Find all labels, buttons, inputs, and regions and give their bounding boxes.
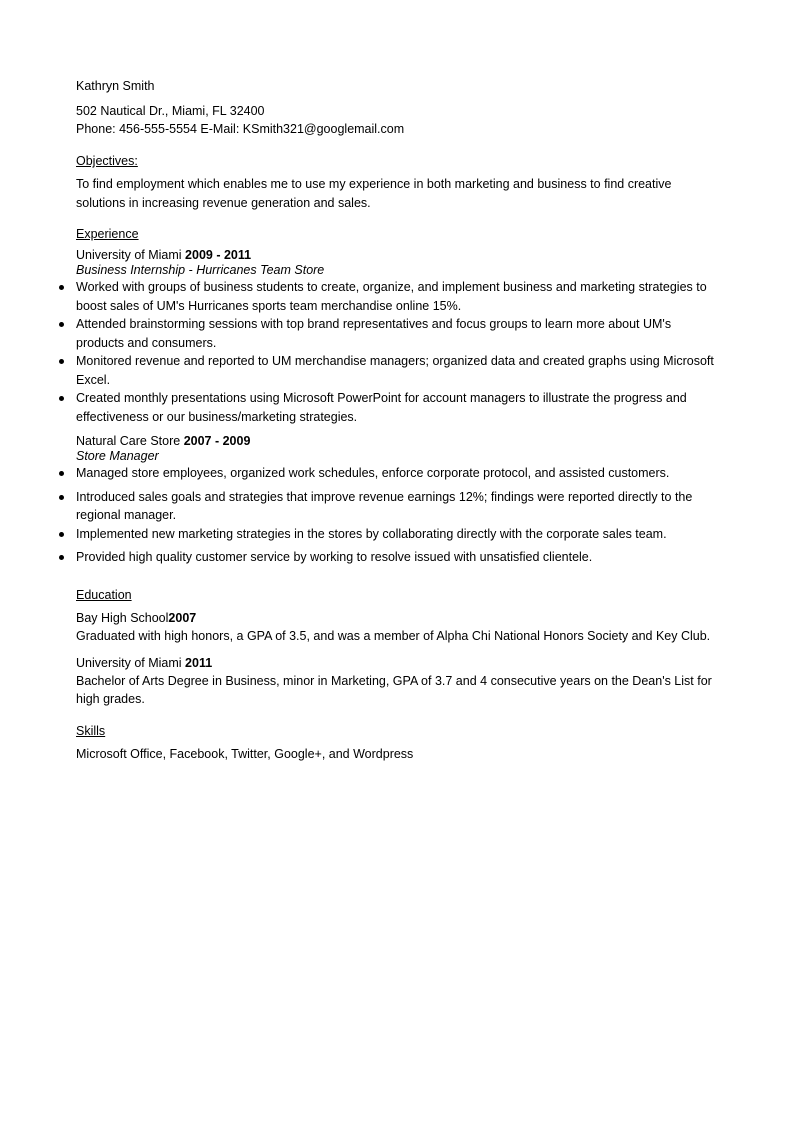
job-bullets xyxy=(76,464,716,567)
graduation-year: 2011 xyxy=(185,655,213,670)
education-detail: Graduated with high honors, a GPA of 3.5, and was a member of Alpha Chi National Honors Society and Key Club. xyxy=(76,628,711,643)
bullet-text: Managed store employees, organized work schedules, enforce corporate protocol, and assisted customers. xyxy=(76,466,670,480)
address: 502 Nautical Dr., Miami, FL 32400 xyxy=(76,104,265,118)
job-dates: 2007 - 2009 xyxy=(183,434,251,448)
job-employer: Natural Care Store xyxy=(76,434,184,448)
bullet-icon xyxy=(59,555,64,560)
job-entry xyxy=(76,248,716,426)
job-title: Business Internship - Hurricanes Team Store xyxy=(76,263,325,277)
list-item xyxy=(76,488,716,525)
skills-heading: Skills xyxy=(76,723,106,738)
graduation-year: 2007 xyxy=(168,610,197,625)
bullet-text: Monitored revenue and reported to UM merchandise managers; organized data and created graphs using Microsoft Excel. xyxy=(76,354,714,387)
objectives-text: To find employment which enables me to use my experience in both marketing and business to find creative solutions in increasing revenue generation and sales. xyxy=(76,177,672,210)
bullet-text: Introduced sales goals and strategies that improve revenue earnings 12%; findings were reported directly to the regional manager. xyxy=(76,489,693,522)
list-item xyxy=(76,278,716,315)
bullet-icon xyxy=(59,322,64,327)
job-dates: 2009 - 2011 xyxy=(185,248,252,262)
skills-text: Microsoft Office, Facebook, Twitter, Google+, and Wordpress xyxy=(76,746,414,761)
education-entry xyxy=(76,609,716,646)
education-school-line xyxy=(76,654,716,672)
job-title: Store Manager xyxy=(76,449,159,463)
school-name: Bay High School xyxy=(76,610,169,625)
education-school-line xyxy=(76,609,716,627)
bullet-icon xyxy=(59,495,64,500)
job-employer-line xyxy=(76,434,716,449)
bullet-icon xyxy=(59,396,64,401)
bullet-icon xyxy=(59,285,64,290)
bullet-icon xyxy=(59,532,64,537)
list-item xyxy=(76,389,716,426)
list-item xyxy=(76,464,716,483)
list-item xyxy=(76,352,716,389)
list-item xyxy=(76,548,716,567)
bullet-text: Implemented new marketing strategies in the stores by collaborating directly with the corporate sales team. xyxy=(76,526,667,541)
bullet-text: Provided high quality customer service by working to resolve issued with unsatisfied clientele. xyxy=(76,550,593,564)
objectives-heading: Objectives: xyxy=(76,154,138,168)
bullet-icon xyxy=(59,471,64,476)
bullet-text: Attended brainstorming sessions with top brand representatives and focus groups to learn more about UM's products and consumers. xyxy=(76,317,672,350)
bullet-icon xyxy=(59,359,64,364)
job-entry xyxy=(76,434,716,567)
education-heading: Education xyxy=(76,587,132,602)
list-item xyxy=(76,315,716,352)
experience-heading: Experience xyxy=(76,227,139,241)
education-detail: Bachelor of Arts Degree in Business, minor in Marketing, GPA of 3.7 and 4 consecutive years on the Dean's List for high grades. xyxy=(76,673,712,706)
candidate-name: Kathryn Smith xyxy=(76,79,155,93)
job-bullets xyxy=(76,278,716,426)
school-name: University of Miami xyxy=(76,655,186,670)
bullet-text: Worked with groups of business students to create, organize, and implement business and marketing strategies to boost sales of UM's Hurricanes sports team merchandise online 15%. xyxy=(76,280,707,313)
education-entry xyxy=(76,654,716,708)
job-employer-line xyxy=(76,248,716,263)
job-employer: University of Miami xyxy=(76,248,186,262)
bullet-text: Created monthly presentations using Microsoft PowerPoint for account managers to illustrate the progress and effectiveness or our business/marketing strategies. xyxy=(76,391,687,424)
contact-line: Phone: 456-555-5554 E-Mail: KSmith321@googlemail.com xyxy=(76,122,405,136)
list-item xyxy=(76,525,716,544)
resume-page xyxy=(76,77,716,763)
